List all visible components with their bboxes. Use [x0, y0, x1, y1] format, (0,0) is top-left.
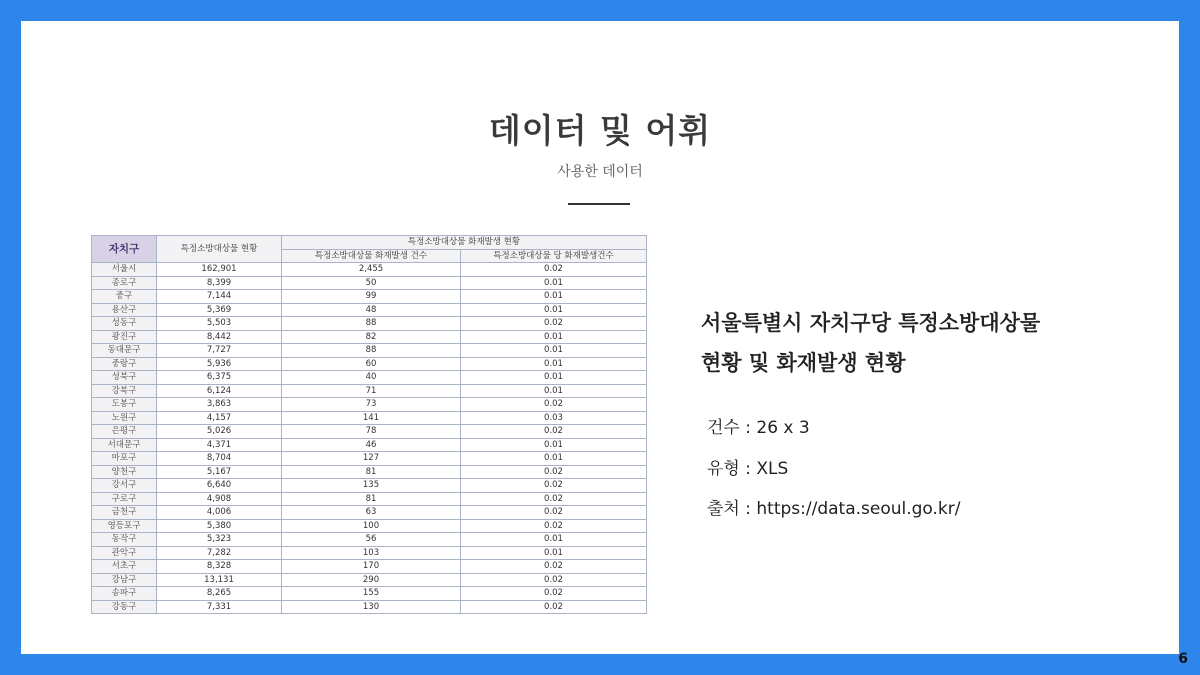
cell-rate: 0.02: [461, 465, 647, 479]
cell-fire-count: 81: [282, 492, 461, 506]
table-row: [92, 519, 647, 533]
cell-status: 6,375: [157, 371, 282, 385]
table-row: [92, 492, 647, 506]
cell-fire-count: 82: [282, 330, 461, 344]
cell-status: 7,282: [157, 546, 282, 560]
cell-status: 5,323: [157, 533, 282, 547]
cell-rate: 0.02: [461, 479, 647, 493]
cell-status: 8,442: [157, 330, 282, 344]
cell-gu: 동작구: [92, 533, 157, 547]
cell-fire-count: 2,455: [282, 263, 461, 277]
cell-fire-count: 81: [282, 465, 461, 479]
header-fire-count: 특정소방대상물 화재발생 건수: [282, 249, 461, 263]
cell-gu: 금천구: [92, 506, 157, 520]
cell-gu: 마포구: [92, 452, 157, 466]
cell-rate: 0.02: [461, 492, 647, 506]
cell-gu: 강서구: [92, 479, 157, 493]
cell-fire-count: 99: [282, 290, 461, 304]
data-table-image: [91, 235, 647, 614]
cell-fire-count: 135: [282, 479, 461, 493]
table-row: [92, 317, 647, 331]
cell-rate: 0.02: [461, 573, 647, 587]
cell-rate: 0.02: [461, 506, 647, 520]
cell-fire-count: 63: [282, 506, 461, 520]
info-heading-line2: 현황 및 화재발생 현황: [701, 351, 906, 375]
table-row: [92, 330, 647, 344]
cell-rate: 0.02: [461, 398, 647, 412]
cell-rate: 0.02: [461, 519, 647, 533]
table-row: [92, 384, 647, 398]
info-source: 출처 : https://data.seoul.go.kr/: [707, 499, 961, 519]
cell-gu: 서초구: [92, 560, 157, 574]
cell-fire-count: 100: [282, 519, 461, 533]
cell-rate: 0.01: [461, 357, 647, 371]
cell-status: 7,331: [157, 600, 282, 614]
cell-gu: 구로구: [92, 492, 157, 506]
table-row: [92, 452, 647, 466]
cell-fire-count: 141: [282, 411, 461, 425]
cell-status: 6,640: [157, 479, 282, 493]
cell-fire-count: 48: [282, 303, 461, 317]
cell-status: 162,901: [157, 263, 282, 277]
cell-fire-count: 170: [282, 560, 461, 574]
cell-fire-count: 73: [282, 398, 461, 412]
cell-gu: 서울시: [92, 263, 157, 277]
cell-rate: 0.01: [461, 303, 647, 317]
cell-status: 5,026: [157, 425, 282, 439]
cell-gu: 광진구: [92, 330, 157, 344]
info-heading-line1: 서울특별시 자치구당 특정소방대상물: [701, 311, 1041, 335]
table-row: [92, 290, 647, 304]
header-group: 특정소방대상물 화재발생 현황: [282, 236, 647, 250]
cell-gu: 강동구: [92, 600, 157, 614]
cell-rate: 0.01: [461, 276, 647, 290]
cell-gu: 동대문구: [92, 344, 157, 358]
info-type: 유형 : XLS: [707, 459, 789, 479]
table-row: [92, 560, 647, 574]
cell-fire-count: 155: [282, 587, 461, 601]
cell-status: 13,131: [157, 573, 282, 587]
table-row: [92, 263, 647, 277]
cell-fire-count: 60: [282, 357, 461, 371]
cell-fire-count: 78: [282, 425, 461, 439]
cell-rate: 0.01: [461, 438, 647, 452]
cell-gu: 은평구: [92, 425, 157, 439]
cell-status: 5,503: [157, 317, 282, 331]
cell-gu: 성동구: [92, 317, 157, 331]
cell-rate: 0.01: [461, 330, 647, 344]
title-divider: [568, 203, 630, 205]
cell-gu: 양천구: [92, 465, 157, 479]
cell-status: 4,157: [157, 411, 282, 425]
cell-rate: 0.03: [461, 411, 647, 425]
header-rate: 특정소방대상물 당 화재발생건수: [461, 249, 647, 263]
slide: [21, 21, 1179, 654]
table-row: [92, 411, 647, 425]
cell-gu: 영등포구: [92, 519, 157, 533]
cell-gu: 중랑구: [92, 357, 157, 371]
cell-gu: 중구: [92, 290, 157, 304]
slide-subtitle: 사용한 데이터: [557, 164, 643, 180]
table-row: [92, 479, 647, 493]
cell-gu: 성북구: [92, 371, 157, 385]
cell-status: 8,399: [157, 276, 282, 290]
cell-gu: 도봉구: [92, 398, 157, 412]
cell-rate: 0.01: [461, 371, 647, 385]
cell-status: 5,167: [157, 465, 282, 479]
cell-status: 7,144: [157, 290, 282, 304]
fire-data-table: [91, 235, 647, 614]
table-row: [92, 533, 647, 547]
info-heading: [701, 303, 1141, 383]
table-row: [92, 303, 647, 317]
cell-fire-count: 88: [282, 344, 461, 358]
cell-status: 3,863: [157, 398, 282, 412]
cell-rate: 0.01: [461, 384, 647, 398]
cell-rate: 0.01: [461, 533, 647, 547]
table-row: [92, 371, 647, 385]
table-row: [92, 587, 647, 601]
cell-gu: 송파구: [92, 587, 157, 601]
cell-fire-count: 127: [282, 452, 461, 466]
table-row: [92, 398, 647, 412]
header-status: 특정소방대상물 현황: [157, 236, 282, 263]
cell-fire-count: 40: [282, 371, 461, 385]
table-row: [92, 506, 647, 520]
cell-fire-count: 50: [282, 276, 461, 290]
table-row: [92, 573, 647, 587]
table-row: [92, 546, 647, 560]
cell-gu: 용산구: [92, 303, 157, 317]
cell-fire-count: 71: [282, 384, 461, 398]
cell-fire-count: 103: [282, 546, 461, 560]
table-row: [92, 276, 647, 290]
table-row: [92, 357, 647, 371]
cell-rate: 0.02: [461, 560, 647, 574]
cell-rate: 0.02: [461, 587, 647, 601]
cell-fire-count: 88: [282, 317, 461, 331]
table-row: [92, 344, 647, 358]
cell-status: 8,328: [157, 560, 282, 574]
cell-gu: 노원구: [92, 411, 157, 425]
table-row: [92, 438, 647, 452]
cell-status: 4,006: [157, 506, 282, 520]
cell-gu: 강남구: [92, 573, 157, 587]
cell-status: 5,936: [157, 357, 282, 371]
table-row: [92, 465, 647, 479]
cell-fire-count: 56: [282, 533, 461, 547]
cell-status: 7,727: [157, 344, 282, 358]
table-row: [92, 600, 647, 614]
cell-status: 5,369: [157, 303, 282, 317]
cell-fire-count: 130: [282, 600, 461, 614]
cell-rate: 0.02: [461, 317, 647, 331]
cell-status: 8,265: [157, 587, 282, 601]
cell-rate: 0.02: [461, 263, 647, 277]
cell-rate: 0.01: [461, 546, 647, 560]
cell-rate: 0.02: [461, 600, 647, 614]
cell-gu: 강북구: [92, 384, 157, 398]
cell-fire-count: 290: [282, 573, 461, 587]
cell-status: 4,908: [157, 492, 282, 506]
cell-status: 6,124: [157, 384, 282, 398]
table-row: [92, 425, 647, 439]
cell-fire-count: 46: [282, 438, 461, 452]
cell-gu: 종로구: [92, 276, 157, 290]
cell-status: 5,380: [157, 519, 282, 533]
cell-gu: 서대문구: [92, 438, 157, 452]
cell-rate: 0.01: [461, 290, 647, 304]
cell-status: 4,371: [157, 438, 282, 452]
header-gu: 자치구: [92, 236, 157, 263]
table-body: [92, 263, 647, 614]
cell-rate: 0.02: [461, 425, 647, 439]
info-count: 건수 : 26 x 3: [707, 418, 810, 438]
cell-rate: 0.01: [461, 452, 647, 466]
slide-title: 데이터 및 어휘: [488, 111, 712, 150]
cell-gu: 관악구: [92, 546, 157, 560]
page-number: 6: [1178, 651, 1188, 667]
cell-rate: 0.01: [461, 344, 647, 358]
cell-status: 8,704: [157, 452, 282, 466]
